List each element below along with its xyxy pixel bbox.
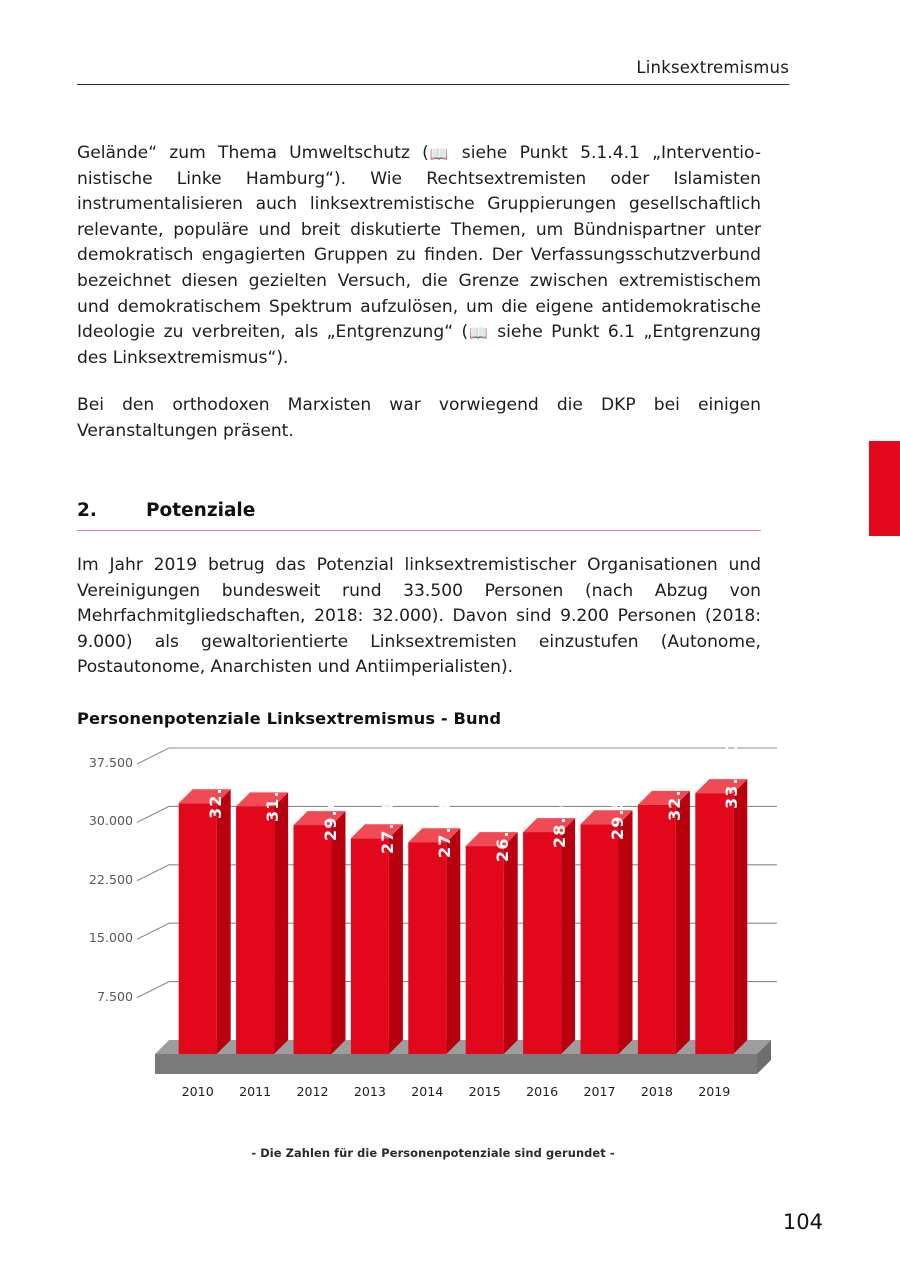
book-icon: 📖 <box>429 145 449 163</box>
x-axis-tick-label: 2018 <box>640 1084 673 1099</box>
book-icon: 📖 <box>469 324 488 343</box>
y-axis-tick-label: 37.500 <box>88 755 133 770</box>
bar-value-label: 27.200 <box>435 789 455 859</box>
y-axis-tick-label: 15.000 <box>88 930 133 946</box>
x-axis-tick-label: 2019 <box>698 1084 731 1099</box>
bar-value-label: 27.700 <box>377 785 397 855</box>
bar-2016 <box>523 818 575 1054</box>
bar-value-label: 26.700 <box>492 793 512 863</box>
bar-value-label: 28.500 <box>550 779 570 849</box>
chart-footnote: - Die Zahlen für die Personenpotenziale sind gerundet - <box>251 1146 615 1160</box>
bar-chart <box>77 742 789 1130</box>
x-axis-tick-label: 2017 <box>583 1084 616 1099</box>
y-axis-tick-label: 7.500 <box>96 988 133 1004</box>
y-axis-tick-label: 30.000 <box>88 813 133 829</box>
bar-2010 <box>179 789 231 1054</box>
paragraph-2: Bei den orthodoxen Marxisten war vorwiegend die DKP bei einigen Veranstaltungen präsent. <box>77 395 761 441</box>
bar-value-label: 32.200 <box>205 750 225 820</box>
section-divider <box>77 530 761 531</box>
bar-2019 <box>695 779 747 1054</box>
chart-container <box>77 709 789 1160</box>
paragraph-3: Im Jahr 2019 betrug das Potenzial linksextremistischer Organisationen und Vereinigungen bundesweit rund 33.500 Personen (nach Abzug von Mehrfachmitgliedschaften, 2018: 32.000). Davon sind 9.200 Personen (2018: 9.000) als gewaltorientierte Linksextremisten einzustufen (Autonome, Postautonome, Anarchisten und Antiimperialisten). <box>77 555 761 678</box>
bar-2012 <box>294 811 346 1054</box>
x-axis-tick-label: 2014 <box>411 1084 444 1099</box>
page-number: 104 <box>782 1210 823 1234</box>
x-axis-tick-label: 2013 <box>353 1084 386 1099</box>
body-text-block-2 <box>77 553 761 681</box>
bar-2011 <box>236 792 288 1054</box>
running-header <box>77 58 789 85</box>
header-title: Linksextremismus <box>636 58 789 77</box>
x-axis-tick-label: 2010 <box>181 1084 214 1099</box>
x-axis-tick-label: 2011 <box>239 1084 272 1099</box>
section-title: Potenziale <box>146 500 256 521</box>
chart-canvas <box>77 742 789 1130</box>
bar-2015 <box>466 832 518 1054</box>
chapter-thumb-tab <box>869 441 900 536</box>
section-heading-row <box>77 500 761 530</box>
bar-value-label: 29.500 <box>607 771 627 841</box>
bar-value-label: 31.800 <box>263 754 283 823</box>
paragraph-1-part-c: siehe Punkt 6.1 „Entgrenzung des Linksextremismus“). <box>77 322 761 368</box>
body-text-block-1 <box>77 141 761 445</box>
section-heading-potenziale <box>77 500 761 531</box>
y-axis-tick-label: 22.500 <box>88 871 133 887</box>
bar-2017 <box>581 810 633 1054</box>
x-axis-tick-label: 2012 <box>296 1084 329 1099</box>
x-axis-tick-label: 2015 <box>468 1084 501 1099</box>
section-number: 2. <box>77 500 97 521</box>
x-axis-tick-label: 2016 <box>526 1084 559 1099</box>
bar-value-label: 32.000 <box>664 752 684 821</box>
paragraph-1-part-a: Gelände“ zum Thema Umweltschutz ( <box>77 143 429 163</box>
chart-title: Personenpotenziale Linksextremismus - Bund <box>77 709 502 728</box>
bar-2018 <box>638 791 690 1054</box>
bar-value-label: 33.500 <box>722 740 742 810</box>
paragraph-1-part-b: siehe Punkt 5.1.4.1 „Interventio-nistische Linke Hamburg“). Wie Rechtsextremisten oder Islamisten instrumentalisieren auch linksextremistische Gruppierungen gesellschaftlich relevante, populäre und breit diskutierte Themen, um Bündnispartner unter demokratisch engagierten Gruppen zu finden. Der Verfassungsschutzverbund bezeichnet diesen gezielten Versuch, die Grenze zwischen extremistischem und demokratischem Spektrum aufzulösen, um die eigene antidemokratische Ideologie zu verbreiten, als „Entgrenzung“ ( <box>77 143 761 343</box>
bar-value-label: 29.400 <box>320 772 340 842</box>
paragraph-1 <box>77 141 761 371</box>
header-divider <box>77 84 789 85</box>
bar-2013 <box>351 824 403 1054</box>
bar-2014 <box>408 828 460 1054</box>
